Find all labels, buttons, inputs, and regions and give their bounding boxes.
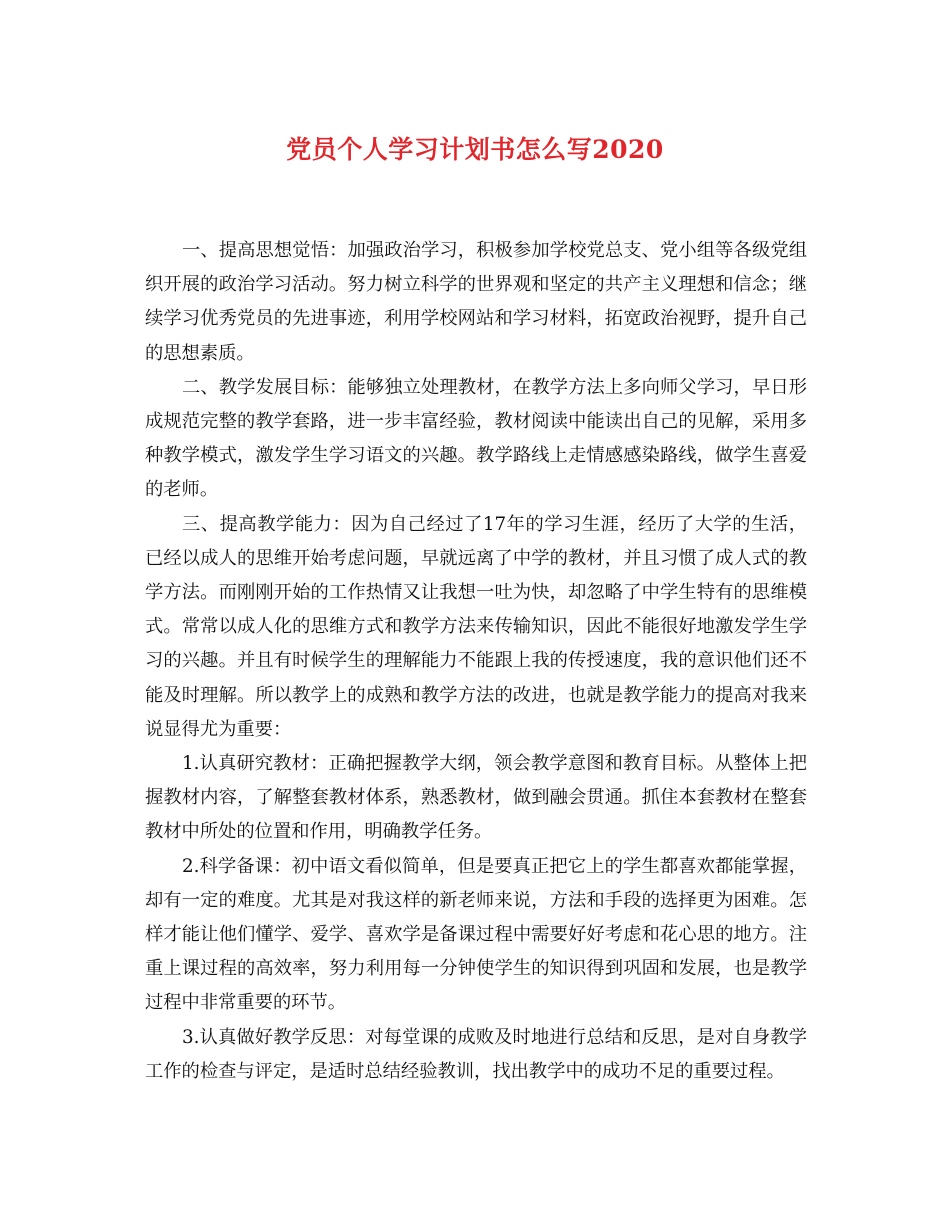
paragraph-teaching-ability: 三、提高教学能力：因为自己经过了17年的学习生涯，经历了大学的生活，已经以成人的思维开始考虑问题，早就远离了中学的教材，并且习惯了成人式的教学方法。而刚刚开始的工作热情又让我想一吐为快，却忽略了中学生特有的思维模式。常常以成人化的思维方式和教学方法来传输知识，因此不能很好地激发学生学习的兴趣。并且有时候学生的理解能力不能跟上我的传授速度，我的意识他们还不能及时理解。所以教学上的成熟和教学方法的改进，也就是教学能力的提高对我来说显得尤为重要：	[145, 513, 807, 740]
document-body	[145, 234, 807, 1089]
paragraph-lesson-preparation: 2.科学备课：初中语文看似简单，但是要真正把它上的学生都喜欢都能掌握，却有一定的难度。尤其是对我这样的新老师来说，方法和手段的选择更为困难。怎样才能让他们懂学、爱学、喜欢学是备课过程中需要好好考虑和花心思的地方。注重上课过程的高效率，努力利用每一分钟使学生的知识得到巩固和发展，也是教学过程中非常重要的环节。	[145, 855, 807, 1014]
paragraph-political-awareness: 一、提高思想觉悟：加强政治学习，积极参加学校党总支、党小组等各级党组织开展的政治学习活动。努力树立科学的世界观和坚定的共产主义理想和信念；继续学习优秀党员的先进事迹，利用学校网站和学习材料，拓宽政治视野，提升自己的思想素质。	[145, 240, 807, 364]
paragraph-study-materials: 1.认真研究教材：正确把握教学大纲，领会教学意图和教育目标。从整体上把握教材内容，了解整套教材体系，熟悉教材，做到融会贯通。抓住本套教材在整套教材中所处的位置和作用，明确教学任务。	[145, 753, 807, 843]
paragraph-teaching-reflection: 3.认真做好教学反思：对每堂课的成败及时地进行总结和反思，是对自身教学工作的检查与评定，是适时总结经验教训，找出教学中的成功不足的重要过程。	[145, 1026, 807, 1082]
paragraph-teaching-goals: 二、教学发展目标：能够独立处理教材，在教学方法上多向师父学习，早日形成规范完整的教学套路，进一步丰富经验，教材阅读中能读出自己的见解，采用多种教学模式，激发学生学习语文的兴趣。教学路线上走情感感染路线，做学生喜爱的老师。	[145, 376, 807, 501]
document-title: 党员个人学习计划书怎么写2020	[286, 135, 664, 164]
